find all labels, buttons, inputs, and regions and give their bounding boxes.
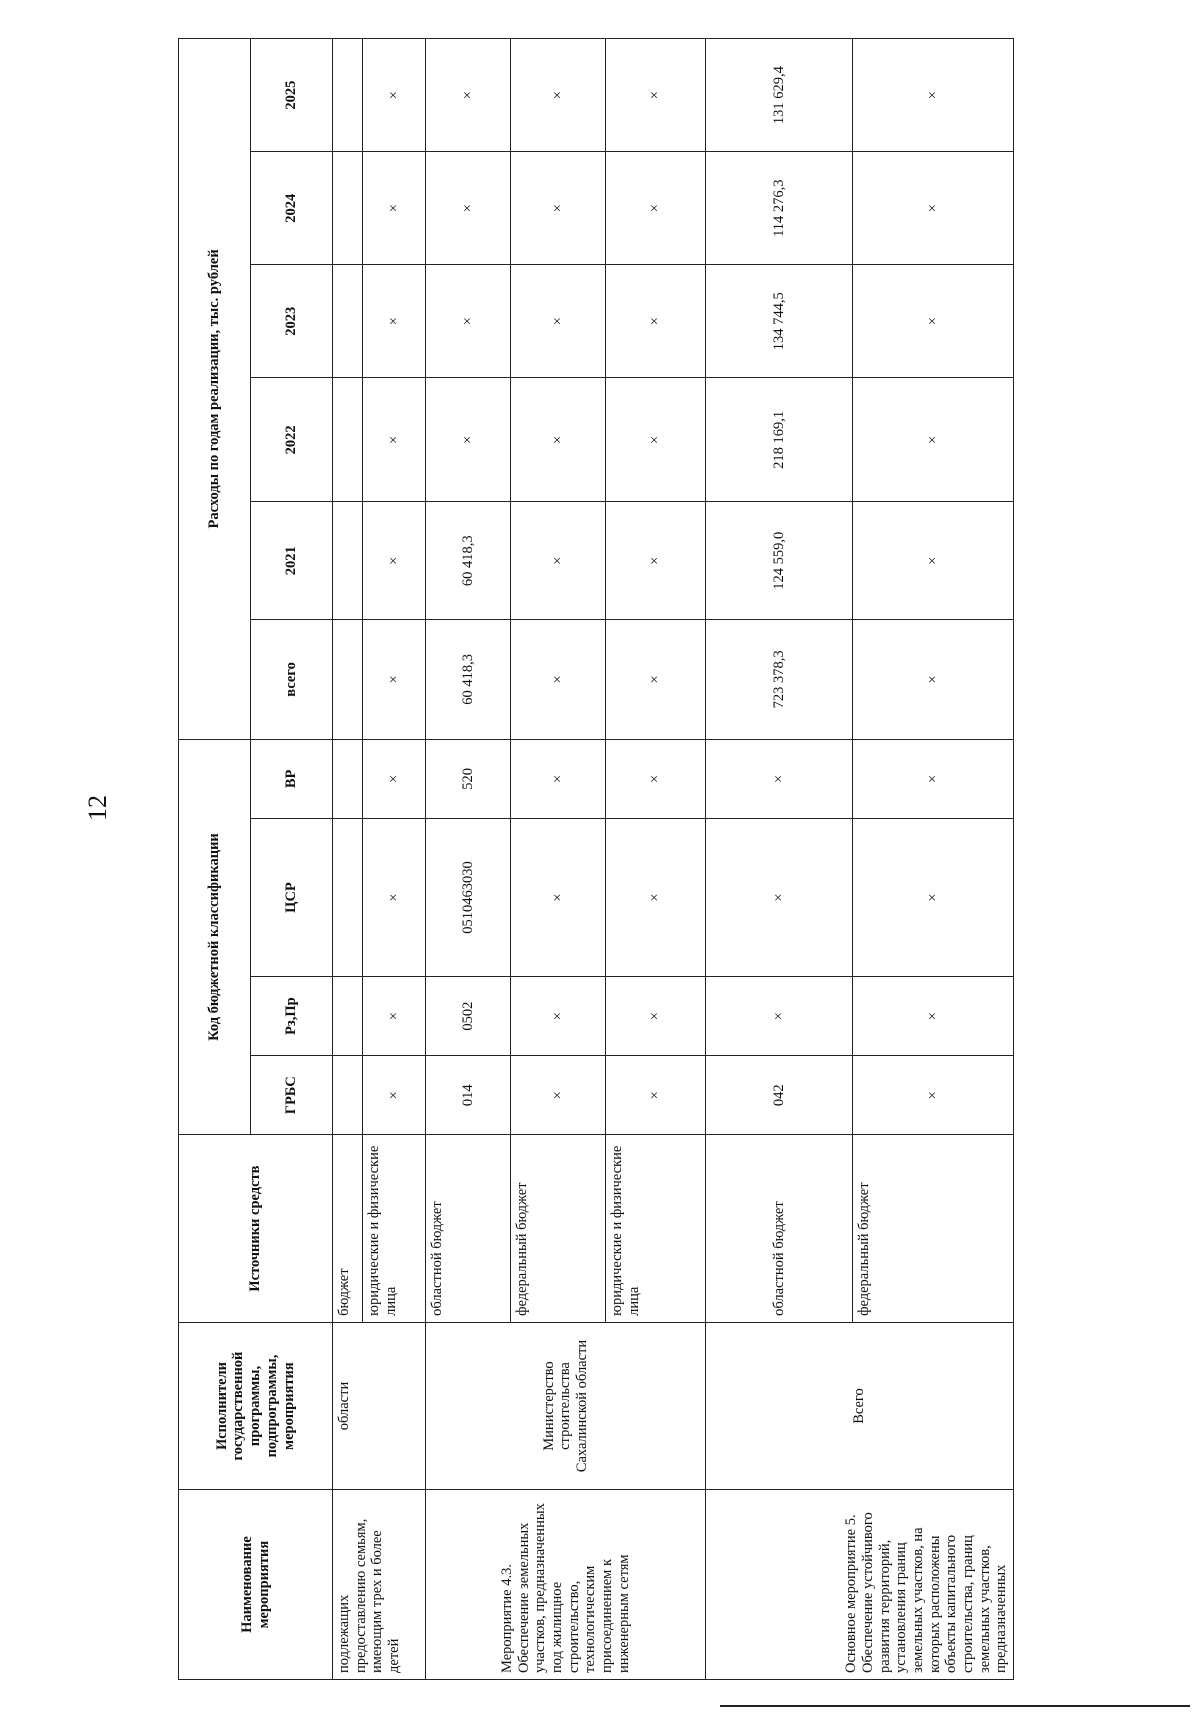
cell-rzpr: ×: [853, 977, 1014, 1056]
row-source: областной бюджет: [706, 1135, 853, 1323]
cell-2021: [333, 502, 363, 620]
cell-2023: ×: [363, 265, 426, 378]
header-csr: ЦСР: [251, 818, 333, 976]
header-2024: 2024: [251, 152, 333, 265]
row-executor: Всего: [706, 1322, 1014, 1489]
cell-grbs: ×: [853, 1056, 1014, 1135]
cell-2024: ×: [510, 152, 605, 265]
cell-2021: ×: [363, 502, 426, 620]
cell-vr: ×: [606, 739, 706, 818]
cell-total: ×: [510, 620, 605, 740]
cell-2021: ×: [510, 502, 605, 620]
cell-csr: 0510463030: [426, 818, 511, 976]
header-vr: ВР: [251, 739, 333, 818]
cell-2022: ×: [363, 378, 426, 502]
cell-csr: ×: [363, 818, 426, 976]
cell-2024: [333, 152, 363, 265]
cell-2021: 124 559,0: [706, 502, 853, 620]
cell-grbs: [333, 1056, 363, 1135]
cell-2025: ×: [853, 39, 1014, 152]
cell-2025: ×: [606, 39, 706, 152]
cell-total: ×: [363, 620, 426, 740]
cell-2022: ×: [426, 378, 511, 502]
header-executors: Исполнители государственной программы, подпрограммы, мероприятия: [179, 1322, 333, 1489]
cell-grbs: ×: [606, 1056, 706, 1135]
table-row: [706, 39, 853, 1680]
cell-2022: ×: [510, 378, 605, 502]
table-row: [333, 39, 363, 1680]
cell-vr: ×: [363, 739, 426, 818]
cell-rzpr: ×: [706, 977, 853, 1056]
cell-rzpr: ×: [606, 977, 706, 1056]
cell-2021: 60 418,3: [426, 502, 511, 620]
cell-total: 60 418,3: [426, 620, 511, 740]
cell-2024: 114 276,3: [706, 152, 853, 265]
cell-2025: ×: [363, 39, 426, 152]
cell-2025: ×: [426, 39, 511, 152]
header-sources: Источники средств: [179, 1135, 333, 1323]
cell-2024: ×: [853, 152, 1014, 265]
cell-total: [333, 620, 363, 740]
cell-rzpr: ×: [363, 977, 426, 1056]
cell-2022: [333, 378, 363, 502]
cell-rzpr: [333, 977, 363, 1056]
cell-total: 723 378,3: [706, 620, 853, 740]
cell-2023: ×: [510, 265, 605, 378]
cell-2022: 218 169,1: [706, 378, 853, 502]
cell-csr: ×: [510, 818, 605, 976]
rotated-table-container: [178, 38, 1014, 1680]
row-source: федеральный бюджет: [853, 1135, 1014, 1323]
page-bottom-rule: [720, 1705, 1190, 1707]
cell-2022: ×: [606, 378, 706, 502]
cell-2024: ×: [426, 152, 511, 265]
header-total: всего: [251, 620, 333, 740]
header-2021: 2021: [251, 502, 333, 620]
cell-2023: ×: [853, 265, 1014, 378]
budget-table: [178, 38, 1014, 1680]
row-name: Мероприятие 4.3. Обеспечение земельных участков, предназначенных под жилищное строительство, технологическим присоединением к инженерным сетям: [426, 1490, 706, 1680]
cell-total: ×: [853, 620, 1014, 740]
cell-rzpr: ×: [510, 977, 605, 1056]
cell-csr: ×: [853, 818, 1014, 976]
row-executor: области: [333, 1322, 426, 1489]
row-name: подлежащих предоставлению семьям, имеющим трех и более детей: [333, 1490, 426, 1680]
cell-grbs: 014: [426, 1056, 511, 1135]
header-2025: 2025: [251, 39, 333, 152]
row-source: федеральный бюджет: [510, 1135, 605, 1323]
cell-2021: ×: [606, 502, 706, 620]
cell-2023: ×: [606, 265, 706, 378]
cell-2023: [333, 265, 363, 378]
cell-grbs: 042: [706, 1056, 853, 1135]
row-name: Основное мероприятие 5. Обеспечение устойчивого развития территорий, установления границ земельных участков, на которых расположены объекты капитального строительства, границ земельных участков, предназначенных: [706, 1490, 1014, 1680]
header-kbk: Код бюджетной классификации: [179, 739, 251, 1134]
cell-vr: 520: [426, 739, 511, 818]
row-source: областной бюджет: [426, 1135, 511, 1323]
cell-2022: ×: [853, 378, 1014, 502]
row-source: юридические и физические лица: [363, 1135, 426, 1323]
header-name: Наименование мероприятия: [179, 1490, 333, 1680]
header-2022: 2022: [251, 378, 333, 502]
cell-vr: ×: [853, 739, 1014, 818]
cell-vr: [333, 739, 363, 818]
cell-2023: ×: [426, 265, 511, 378]
header-2023: 2023: [251, 265, 333, 378]
row-source: юридические и физические лица: [606, 1135, 706, 1323]
cell-2025: ×: [510, 39, 605, 152]
cell-2025: 131 629,4: [706, 39, 853, 152]
cell-grbs: ×: [510, 1056, 605, 1135]
cell-csr: ×: [706, 818, 853, 976]
cell-2024: ×: [363, 152, 426, 265]
table-row: [426, 39, 511, 1680]
cell-csr: ×: [606, 818, 706, 976]
cell-2024: ×: [606, 152, 706, 265]
cell-vr: ×: [706, 739, 853, 818]
header-expenses: Расходы по годам реализации, тыс. рублей: [179, 39, 251, 740]
row-executor: Министерство строительства Сахалинской области: [426, 1322, 706, 1489]
header-rzpr: Рз,Пр: [251, 977, 333, 1056]
page-number: 12: [83, 795, 112, 821]
cell-vr: ×: [510, 739, 605, 818]
cell-total: ×: [606, 620, 706, 740]
cell-2021: ×: [853, 502, 1014, 620]
cell-csr: [333, 818, 363, 976]
cell-rzpr: 0502: [426, 977, 511, 1056]
cell-2025: [333, 39, 363, 152]
cell-2023: 134 744,5: [706, 265, 853, 378]
header-grbs: ГРБС: [251, 1056, 333, 1135]
cell-grbs: ×: [363, 1056, 426, 1135]
row-source: бюджет: [333, 1135, 363, 1323]
